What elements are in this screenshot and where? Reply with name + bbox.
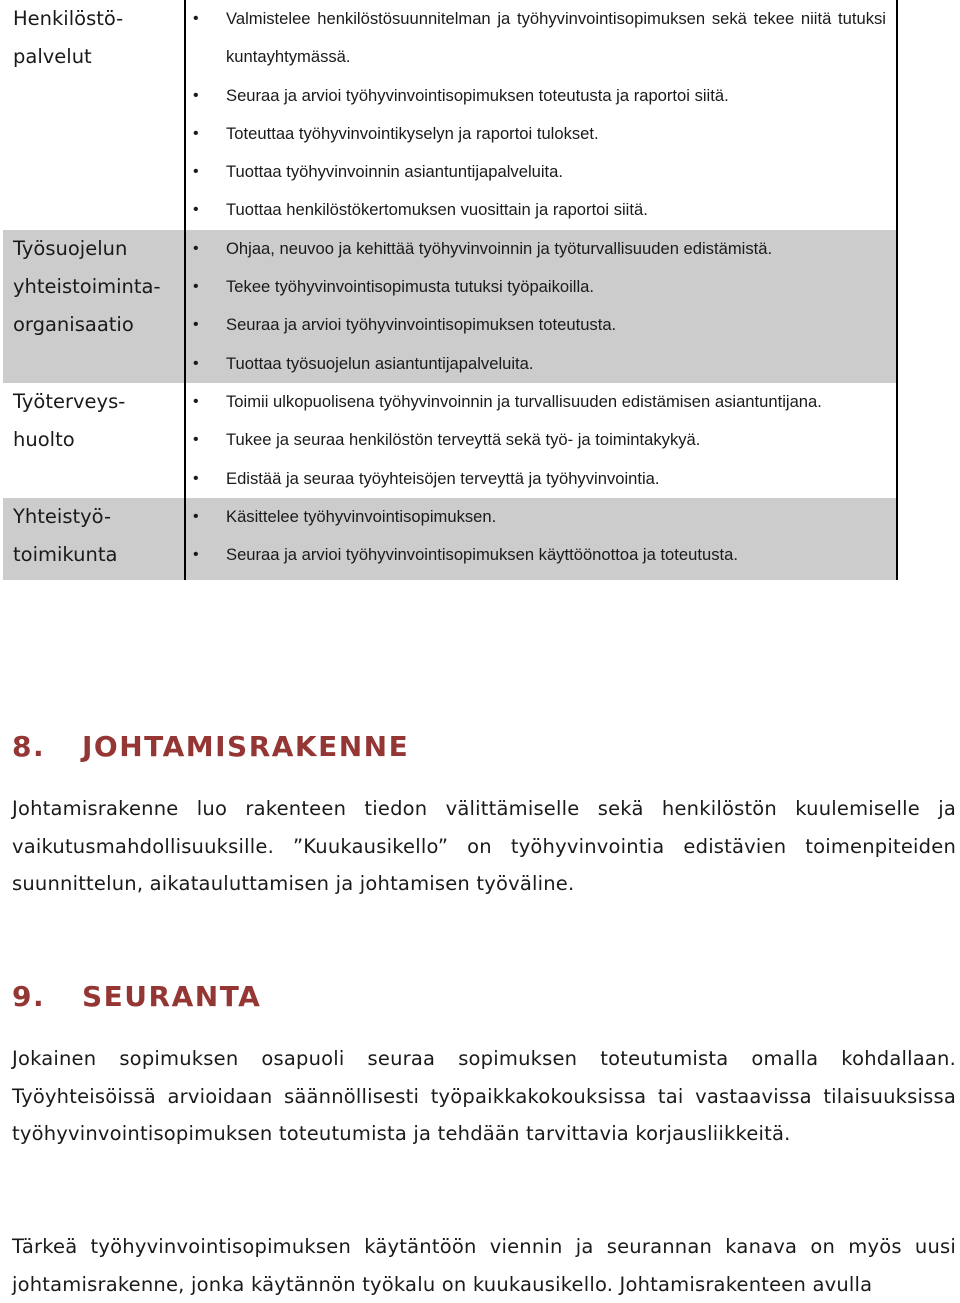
section-heading	[12, 730, 409, 763]
responsibility-table	[3, 0, 898, 580]
duty-item: • Käsittelee työhyvinvointisopimuksen.	[226, 498, 886, 536]
duties-cell	[186, 230, 896, 383]
duty-item: • Tukee ja seuraa henkilöstön terveyttä sekä työ- ja toimintakykyä.	[226, 421, 886, 459]
role-label: organisaatio	[13, 312, 134, 336]
duty-item: • Tekee työhyvinvointisopimusta tutuksi työpaikoilla.	[226, 268, 886, 306]
section-paragraph: Tärkeä työhyvinvointisopimuksen käytäntöön viennin ja seurannan kanava on myös uusi johtamisrakenne, jonka käytännön työkalu on kuukausikello. Johtamisrakenteen avulla	[12, 1235, 956, 1296]
duty-item: • Seuraa ja arvioi työhyvinvointisopimuksen käyttöönottoa ja toteutusta.	[226, 536, 886, 574]
role-cell	[3, 0, 186, 230]
table-row	[3, 383, 896, 498]
role-cell	[3, 383, 186, 498]
section-number: 9.	[12, 980, 46, 1013]
role-label: Työsuojelun	[13, 236, 128, 260]
duty-item: • Tuottaa työhyvinvoinnin asiantuntijapalveluita.	[226, 153, 886, 191]
role-label: yhteistoiminta-	[13, 274, 161, 298]
role-label: Yhteistyö-	[13, 504, 112, 528]
role-label: palvelut	[13, 45, 92, 68]
table-row	[3, 0, 896, 230]
duty-item: • Seuraa ja arvioi työhyvinvointisopimuksen toteutusta.	[226, 306, 886, 344]
duty-item: • Valmistelee henkilöstösuunnitelman ja työhyvinvointisopimuksen sekä tekee niitä tutuksi kuntayhtymässä.	[226, 0, 886, 77]
duties-cell	[186, 0, 896, 230]
section-number: 8.	[12, 730, 46, 763]
table-row	[3, 498, 896, 581]
duty-item: • Tuottaa työsuojelun asiantuntijapalveluita.	[226, 345, 886, 383]
section-paragraph: Johtamisrakenne luo rakenteen tiedon välittämiselle sekä henkilöstön kuulemiselle ja vaikutusmahdollisuuksille. ”Kuukausikello” on työhyvinvointia edistävien toimenpiteiden suunnittelun, aikatauluttamisen ja johtamisen työväline.	[12, 797, 956, 896]
role-cell	[3, 230, 186, 383]
role-label: huolto	[13, 427, 75, 451]
duty-item: • Toimii ulkopuolisena työhyvinvoinnin ja turvallisuuden edistämisen asiantuntijana.	[226, 383, 886, 421]
duties-cell	[186, 383, 896, 498]
section-heading	[12, 980, 261, 1013]
section-title: SEURANTA	[82, 980, 262, 1013]
duties-cell	[186, 498, 896, 581]
table-row	[3, 230, 896, 383]
role-label: toimikunta	[13, 542, 118, 566]
role-label: Henkilöstö-	[13, 7, 124, 30]
duty-item: • Tuottaa henkilöstökertomuksen vuosittain ja raportoi siitä.	[226, 191, 886, 229]
duty-item: • Seuraa ja arvioi työhyvinvointisopimuksen toteutusta ja raportoi siitä.	[226, 77, 886, 115]
section-paragraph: Jokainen sopimuksen osapuoli seuraa sopimuksen toteutumista omalla kohdallaan. Työyhteisöissä arvioidaan säännöllisesti työpaikkakokouksissa tai vastaavissa tilaisuuksissa työhyvinvointisopimuksen toteutumista ja tehdään tarvittavia korjausliikkeitä.	[12, 1047, 956, 1146]
role-label: Työterveys-	[13, 389, 126, 413]
section-title: JOHTAMISRAKENNE	[82, 730, 410, 763]
duty-item: • Ohjaa, neuvoo ja kehittää työhyvinvoinnin ja työturvallisuuden edistämistä.	[226, 230, 886, 268]
duty-item: • Edistää ja seuraa työyhteisöjen terveyttä ja työhyvinvointia.	[226, 460, 886, 498]
role-cell	[3, 498, 186, 581]
duty-item: • Toteuttaa työhyvinvointikyselyn ja raportoi tulokset.	[226, 115, 886, 153]
